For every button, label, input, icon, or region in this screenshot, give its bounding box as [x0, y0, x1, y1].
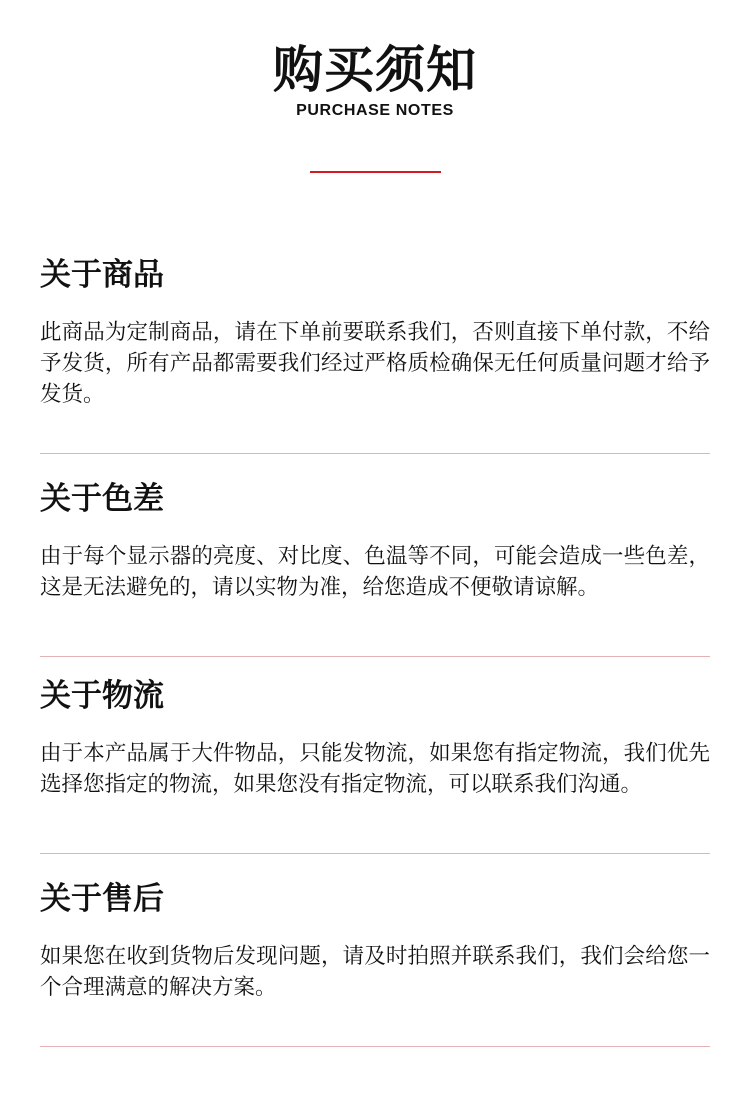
- section-divider: [40, 853, 710, 854]
- section-product: [40, 255, 710, 410]
- section-heading: 关于售后: [40, 881, 164, 917]
- section-heading: 关于色差: [40, 481, 164, 517]
- section-body: 此商品为定制商品，请在下单前要联系我们，否则直接下单付款，不给予发货，所有产品都需要我们经过严格质检确保无任何质量问题才给予发货。: [40, 320, 710, 407]
- section-divider: [40, 453, 710, 454]
- page-header: [0, 40, 750, 120]
- section-body: 由于每个显示器的亮度、对比度、色温等不同，可能会造成一些色差，这是无法避免的，请以实物为准，给您造成不便敬请谅解。: [40, 544, 710, 600]
- page-subtitle: PURCHASE NOTES: [296, 102, 454, 119]
- page-title: 购买须知: [273, 41, 477, 99]
- section-heading: 关于物流: [40, 678, 164, 714]
- section-heading: 关于商品: [40, 257, 164, 293]
- section-color-difference: [40, 479, 710, 603]
- section-body: 由于本产品属于大件物品，只能发物流，如果您有指定物流，我们优先选择您指定的物流，如果您没有指定物流，可以联系我们沟通。: [40, 741, 710, 797]
- section-after-sales: [40, 879, 710, 1003]
- section-body: 如果您在收到货物后发现问题，请及时拍照并联系我们，我们会给您一个合理满意的解决方案。: [40, 944, 710, 1000]
- section-logistics: [40, 676, 710, 800]
- section-divider: [40, 1046, 710, 1047]
- title-accent-line: [310, 171, 441, 173]
- section-divider: [40, 656, 710, 657]
